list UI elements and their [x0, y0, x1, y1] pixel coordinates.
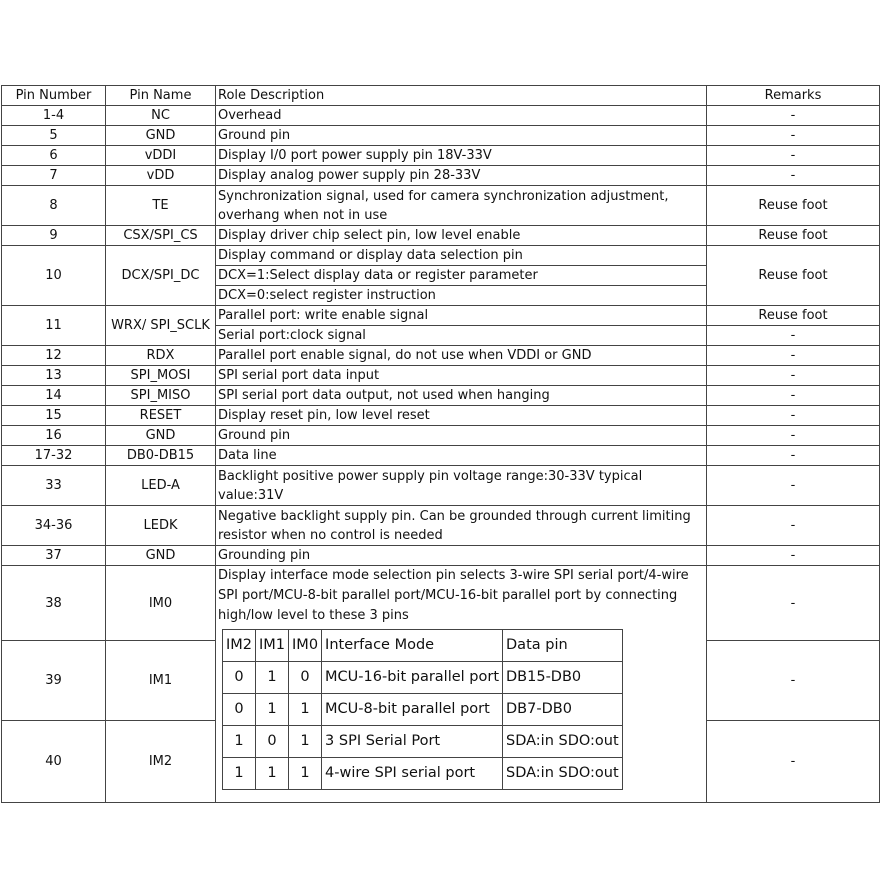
header-remarks: Remarks — [707, 86, 880, 106]
pin-number: 40 — [2, 721, 106, 803]
table-row — [2, 346, 880, 366]
mode-row — [223, 758, 623, 790]
mode-row — [223, 726, 623, 758]
remark: - — [707, 546, 880, 566]
im-description-cell — [216, 566, 707, 803]
mode-header-datapin: Data pin — [503, 630, 623, 662]
pin-name: DB0-DB15 — [106, 446, 216, 466]
remark: Reuse foot — [707, 246, 880, 306]
table-row — [2, 506, 880, 546]
mode-interface: 4-wire SPI serial port — [322, 758, 503, 790]
remark: - — [707, 386, 880, 406]
pin-name: CSX/SPI_CS — [106, 226, 216, 246]
pin-number: 17-32 — [2, 446, 106, 466]
remark: - — [707, 126, 880, 146]
pin-name: SPI_MOSI — [106, 366, 216, 386]
table-row — [2, 446, 880, 466]
pin-number: 6 — [2, 146, 106, 166]
mode-im1: 1 — [256, 758, 289, 790]
remark: - — [707, 446, 880, 466]
mode-interface: MCU-8-bit parallel port — [322, 694, 503, 726]
pin-name: vDDI — [106, 146, 216, 166]
remark: Reuse foot — [707, 226, 880, 246]
remark: - — [707, 721, 880, 803]
role-description: SPI serial port data output, not used when hanging — [216, 386, 707, 406]
header-row — [2, 86, 880, 106]
remark: - — [707, 566, 880, 641]
pin-number: 10 — [2, 246, 106, 306]
table-row — [2, 546, 880, 566]
mode-header-im0: IM0 — [289, 630, 322, 662]
remark: - — [707, 641, 880, 721]
remark: - — [707, 406, 880, 426]
header-role-description: Role Description — [216, 86, 707, 106]
role-description: Display reset pin, low level reset — [216, 406, 707, 426]
role-description: DCX=0:select register instruction — [216, 286, 707, 306]
pin-number: 12 — [2, 346, 106, 366]
role-description: Display I/0 port power supply pin 18V-33V — [216, 146, 707, 166]
remark: - — [707, 106, 880, 126]
pin-number: 13 — [2, 366, 106, 386]
remark: - — [707, 166, 880, 186]
pin-number: 33 — [2, 466, 106, 506]
table-row — [2, 186, 880, 226]
table-row — [2, 126, 880, 146]
pin-number: 9 — [2, 226, 106, 246]
role-description: Parallel port enable signal, do not use when VDDI or GND — [216, 346, 707, 366]
pin-name: SPI_MISO — [106, 386, 216, 406]
mode-im1: 1 — [256, 662, 289, 694]
pin-number: 16 — [2, 426, 106, 446]
role-description: Ground pin — [216, 126, 707, 146]
pin-name: IM1 — [106, 641, 216, 721]
table-row — [2, 466, 880, 506]
remark: - — [707, 426, 880, 446]
role-description: Overhead — [216, 106, 707, 126]
pin-name: GND — [106, 546, 216, 566]
table-row — [2, 426, 880, 446]
mode-im0: 0 — [289, 662, 322, 694]
mode-interface: 3 SPI Serial Port — [322, 726, 503, 758]
role-description: Parallel port: write enable signal — [216, 306, 707, 326]
pin-name: LED-A — [106, 466, 216, 506]
pin-number: 1-4 — [2, 106, 106, 126]
pin-table — [1, 85, 880, 803]
pin-number: 14 — [2, 386, 106, 406]
mode-row — [223, 662, 623, 694]
pin-name: GND — [106, 426, 216, 446]
mode-header-im1: IM1 — [256, 630, 289, 662]
role-description: Backlight positive power supply pin voltage range:30-33V typical value:31V — [216, 466, 707, 506]
table-row — [2, 306, 880, 326]
mode-im2: 0 — [223, 694, 256, 726]
table-row — [2, 166, 880, 186]
role-description: Serial port:clock signal — [216, 326, 707, 346]
pin-number: 15 — [2, 406, 106, 426]
pin-name: GND — [106, 126, 216, 146]
pin-name: RDX — [106, 346, 216, 366]
im-description: Display interface mode selection pin selects 3-wire SPI serial port/4-wire SPI port/MCU-8-bit parallel port/MCU-16-bit parallel port by connecting high/low level to these 3 pins — [218, 568, 689, 623]
pin-number: 8 — [2, 186, 106, 226]
interface-mode-table — [222, 629, 623, 790]
mode-datapin: SDA:in SDO:out — [503, 726, 623, 758]
table-row — [2, 366, 880, 386]
table-row — [2, 566, 880, 641]
remark: - — [707, 146, 880, 166]
mode-datapin: SDA:in SDO:out — [503, 758, 623, 790]
table-row — [2, 246, 880, 266]
mode-header-row — [223, 630, 623, 662]
pin-name: IM2 — [106, 721, 216, 803]
pin-number: 11 — [2, 306, 106, 346]
header-pin-name: Pin Name — [106, 86, 216, 106]
role-description: Ground pin — [216, 426, 707, 446]
remark: - — [707, 366, 880, 386]
remark: - — [707, 506, 880, 546]
role-description: Negative backlight supply pin. Can be grounded through current limiting resistor when no control is needed — [216, 506, 707, 546]
mode-im1: 0 — [256, 726, 289, 758]
mode-im1: 1 — [256, 694, 289, 726]
remark: - — [707, 326, 880, 346]
mode-im0: 1 — [289, 726, 322, 758]
mode-header-im2: IM2 — [223, 630, 256, 662]
mode-header-interface: Interface Mode — [322, 630, 503, 662]
role-description: Data line — [216, 446, 707, 466]
pin-name: DCX/SPI_DC — [106, 246, 216, 306]
mode-datapin: DB15-DB0 — [503, 662, 623, 694]
pin-number: 34-36 — [2, 506, 106, 546]
pin-name: IM0 — [106, 566, 216, 641]
role-description: DCX=1:Select display data or register parameter — [216, 266, 707, 286]
remark: - — [707, 346, 880, 366]
pin-name: LEDK — [106, 506, 216, 546]
role-description: SPI serial port data input — [216, 366, 707, 386]
pin-name: NC — [106, 106, 216, 126]
pin-number: 39 — [2, 641, 106, 721]
pin-number: 37 — [2, 546, 106, 566]
mode-im0: 1 — [289, 758, 322, 790]
role-description: Display command or display data selection pin — [216, 246, 707, 266]
table-row — [2, 406, 880, 426]
remark: Reuse foot — [707, 186, 880, 226]
mode-im2: 1 — [223, 726, 256, 758]
table-row — [2, 226, 880, 246]
mode-interface: MCU-16-bit parallel port — [322, 662, 503, 694]
role-description: Display driver chip select pin, low level enable — [216, 226, 707, 246]
role-description: Synchronization signal, used for camera synchronization adjustment, overhang when not in use — [216, 186, 707, 226]
pin-name: WRX/ SPI_SCLK — [106, 306, 216, 346]
pin-number: 38 — [2, 566, 106, 641]
mode-im2: 0 — [223, 662, 256, 694]
table-row — [2, 386, 880, 406]
pin-number: 5 — [2, 126, 106, 146]
mode-im2: 1 — [223, 758, 256, 790]
header-pin-number: Pin Number — [2, 86, 106, 106]
table-row — [2, 106, 880, 126]
remark: Reuse foot — [707, 306, 880, 326]
pin-number: 7 — [2, 166, 106, 186]
pin-name: RESET — [106, 406, 216, 426]
pin-name: TE — [106, 186, 216, 226]
pin-name: vDD — [106, 166, 216, 186]
mode-im0: 1 — [289, 694, 322, 726]
role-description: Display analog power supply pin 28-33V — [216, 166, 707, 186]
table-row — [2, 146, 880, 166]
mode-row — [223, 694, 623, 726]
mode-datapin: DB7-DB0 — [503, 694, 623, 726]
role-description: Grounding pin — [216, 546, 707, 566]
remark: - — [707, 466, 880, 506]
